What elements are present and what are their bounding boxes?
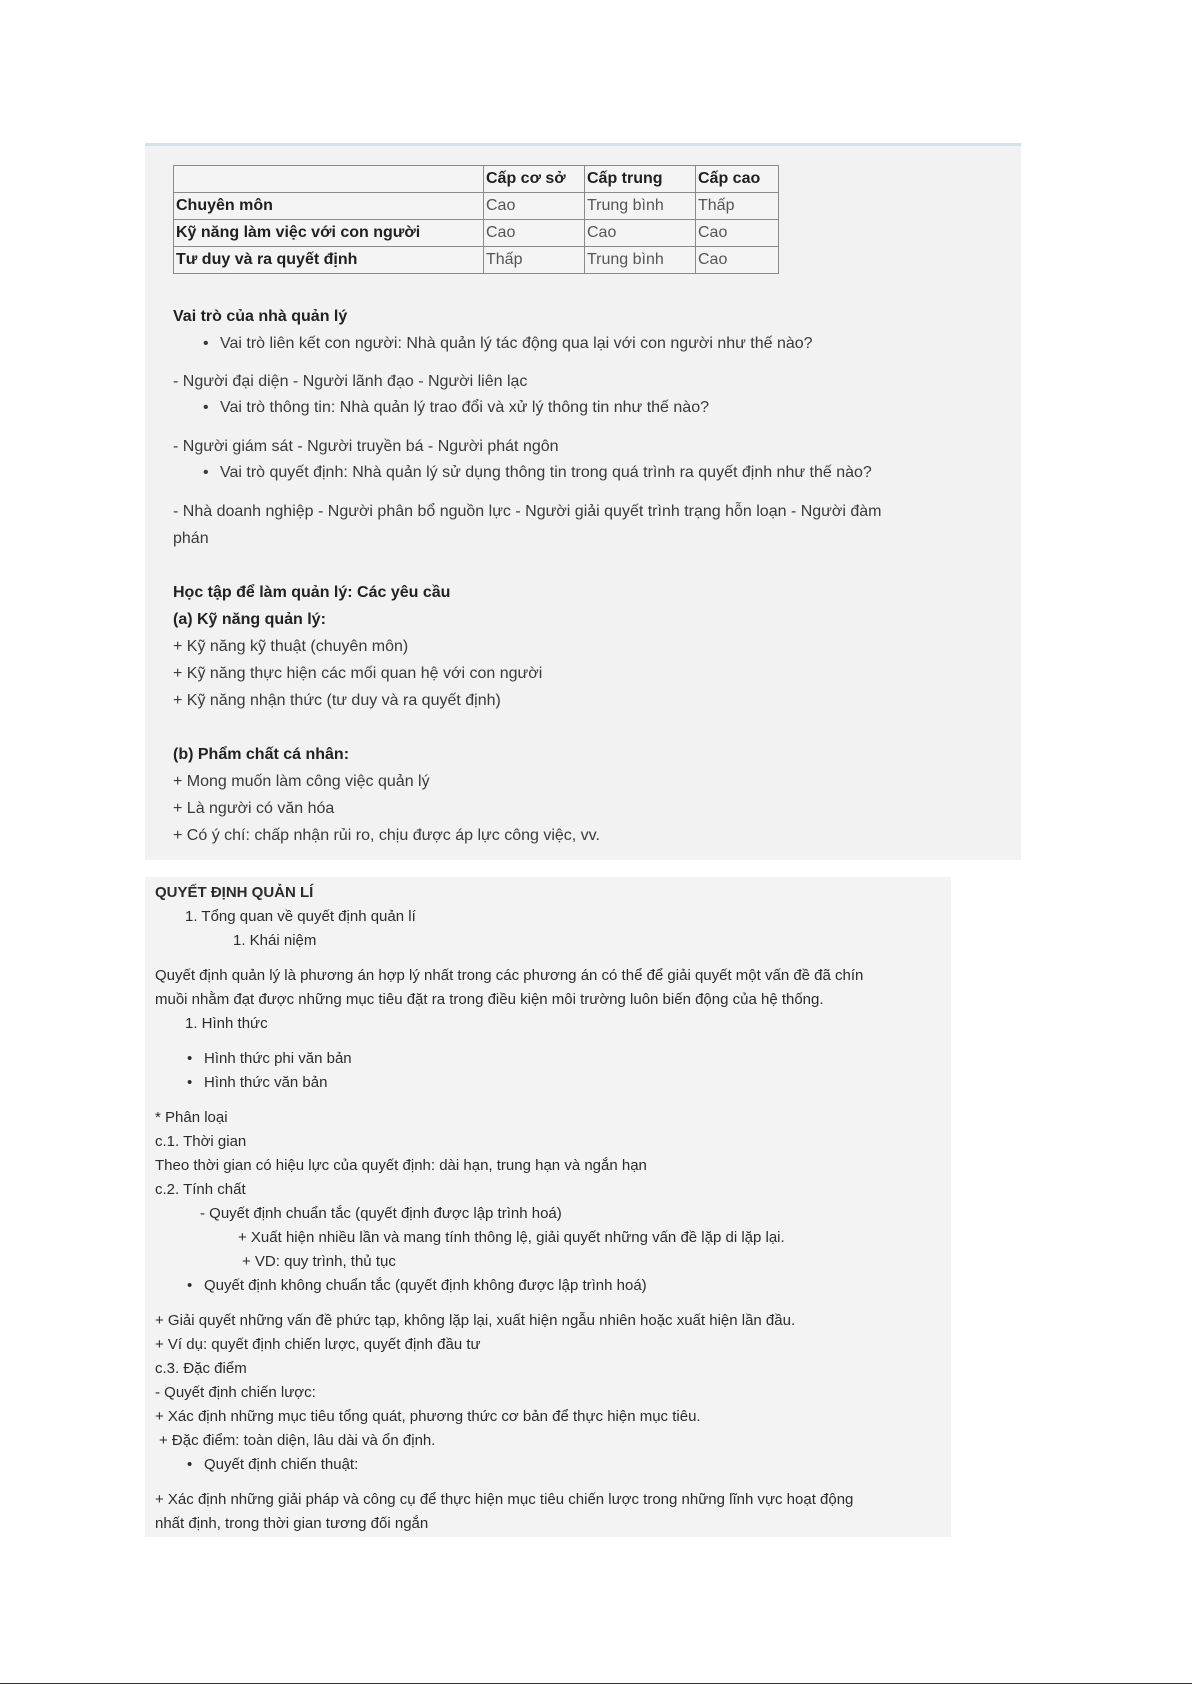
- table-cell: Cao: [484, 220, 585, 247]
- skills-section: [145, 143, 1021, 860]
- roles-heading: Vai trò của nhà quản lý: [173, 308, 348, 325]
- text-line: + Đặc điểm: toàn diện, lâu dài và ổn định.: [159, 1432, 436, 1449]
- text-line: - Quyết định chiến lược:: [155, 1384, 316, 1401]
- roles-line: - Nhà doanh nghiệp - Người phân bổ nguồn lực - Người giải quyết trình trạng hỗn loạn - Người đàm: [173, 503, 882, 520]
- table-row: [174, 220, 779, 247]
- paragraph-line: Quyết định quản lý là phương án hợp lý nhất trong các phương án có thể để giải quyết một vấn đề đã chín: [155, 967, 864, 984]
- outline-item: 1. Tổng quan về quyết định quản lí: [185, 908, 416, 925]
- text-line: * Phân loại: [155, 1109, 228, 1126]
- roles-line: phán: [173, 530, 209, 547]
- page-bottom-rule: [0, 1683, 1192, 1684]
- list-item-text: Vai trò quyết định: Nhà quản lý sử dụng thông tin trong quá trình ra quyết định như thế nào?: [220, 464, 872, 481]
- decision-section: [145, 877, 951, 1537]
- table-header-cell: [174, 166, 484, 193]
- list-item-text: Hình thức phi văn bản: [204, 1050, 352, 1067]
- bullet-icon: •: [203, 464, 209, 481]
- list-item-text: Vai trò thông tin: Nhà quản lý trao đổi và xử lý thông tin như thế nào?: [220, 399, 709, 416]
- table-row: [174, 247, 779, 274]
- table-header-cell: Cấp trung: [585, 166, 696, 193]
- text-line: c.1. Thời gian: [155, 1133, 247, 1150]
- table-cell: Cao: [484, 193, 585, 220]
- bullet-icon: •: [187, 1456, 193, 1473]
- text-line: - Quyết định chuẩn tắc (quyết định được lập trình hoá): [200, 1205, 562, 1222]
- list-item-text: Quyết định chiến thuật:: [204, 1456, 359, 1473]
- table-cell: Cao: [585, 220, 696, 247]
- roles-line: - Người đại diện - Người lãnh đạo - Người liên lạc: [173, 373, 528, 390]
- text-line: nhất định, trong thời gian tương đối ngắn: [155, 1515, 429, 1532]
- list-item: [187, 1276, 647, 1296]
- table-row: [174, 193, 779, 220]
- bullet-icon: •: [203, 335, 209, 352]
- text-line: + Xác định những giải pháp và công cụ để thực hiện mục tiêu chiến lược trong những lĩnh vực hoạt động: [155, 1491, 854, 1508]
- list-item: [203, 398, 709, 418]
- table-cell: Thấp: [484, 247, 585, 274]
- table-cell: Thấp: [696, 193, 779, 220]
- learning-heading: Học tập để làm quản lý: Các yêu cầu: [173, 584, 451, 601]
- table-cell: Trung bình: [585, 247, 696, 274]
- table-header-row: [174, 166, 779, 193]
- table-header-cell: Cấp cơ sở: [484, 166, 585, 193]
- list-item-text: Vai trò liên kết con người: Nhà quản lý tác động qua lại với con người như thế nào?: [220, 335, 813, 352]
- text-line: + Giải quyết những vấn đề phức tạp, không lặp lại, xuất hiện ngẫu nhiên hoặc xuất hiện lần đầu.: [155, 1312, 796, 1329]
- list-item: + Kỹ năng kỹ thuật (chuyên môn): [173, 638, 409, 655]
- list-item: [187, 1073, 327, 1093]
- list-item: + Có ý chí: chấp nhận rủi ro, chịu được áp lực công việc, vv.: [173, 827, 600, 844]
- text-line: Theo thời gian có hiệu lực của quyết định: dài hạn, trung hạn và ngắn hạn: [155, 1157, 647, 1174]
- table-cell: Cao: [696, 247, 779, 274]
- list-item: + Kỹ năng nhận thức (tư duy và ra quyết định): [173, 692, 501, 709]
- list-item-text: Quyết định không chuẩn tắc (quyết định không được lập trình hoá): [204, 1277, 647, 1294]
- row-label: Chuyên môn: [174, 193, 484, 220]
- qualities-subheading: (b) Phẩm chất cá nhân:: [173, 746, 350, 763]
- list-item: [203, 334, 813, 354]
- text-line: c.3. Đặc điểm: [155, 1360, 247, 1377]
- bullet-icon: •: [187, 1050, 193, 1067]
- text-line: + VD: quy trình, thủ tục: [242, 1253, 396, 1270]
- table-header-cell: Cấp cao: [696, 166, 779, 193]
- skills-subheading: (a) Kỹ năng quản lý:: [173, 611, 326, 628]
- list-item: [187, 1455, 358, 1475]
- outline-item: 1. Khái niệm: [233, 932, 317, 949]
- list-item: + Mong muốn làm công việc quản lý: [173, 773, 430, 790]
- section-title: QUYẾT ĐỊNH QUẢN LÍ: [155, 884, 314, 901]
- list-item-text: Hình thức văn bản: [204, 1074, 328, 1091]
- skills-table: [173, 165, 779, 274]
- text-line: c.2. Tính chất: [155, 1181, 246, 1198]
- bullet-icon: •: [187, 1074, 193, 1091]
- list-item: + Kỹ năng thực hiện các mối quan hệ với con người: [173, 665, 543, 682]
- paragraph-line: muồi nhằm đạt được những mục tiêu đặt ra trong điều kiện môi trường luôn biến động của hệ thống.: [155, 991, 824, 1008]
- row-label: Kỹ năng làm việc với con người: [174, 220, 484, 247]
- row-label: Tư duy và ra quyết định: [174, 247, 484, 274]
- table-cell: Trung bình: [585, 193, 696, 220]
- text-line: + Xác định những mục tiêu tổng quát, phương thức cơ bản để thực hiện mục tiêu.: [155, 1408, 701, 1425]
- roles-line: - Người giám sát - Người truyền bá - Người phát ngôn: [173, 438, 559, 455]
- bullet-icon: •: [203, 399, 209, 416]
- table-cell: Cao: [696, 220, 779, 247]
- list-item: [187, 1049, 352, 1069]
- outline-item: 1. Hình thức: [185, 1015, 268, 1032]
- list-item: [203, 463, 872, 483]
- text-line: + Xuất hiện nhiều lần và mang tính thông lệ, giải quyết những vấn đề lặp di lặp lại.: [238, 1229, 785, 1246]
- bullet-icon: •: [187, 1277, 193, 1294]
- text-line: + Ví dụ: quyết định chiến lược, quyết định đầu tư: [155, 1336, 481, 1353]
- list-item: + Là người có văn hóa: [173, 800, 335, 817]
